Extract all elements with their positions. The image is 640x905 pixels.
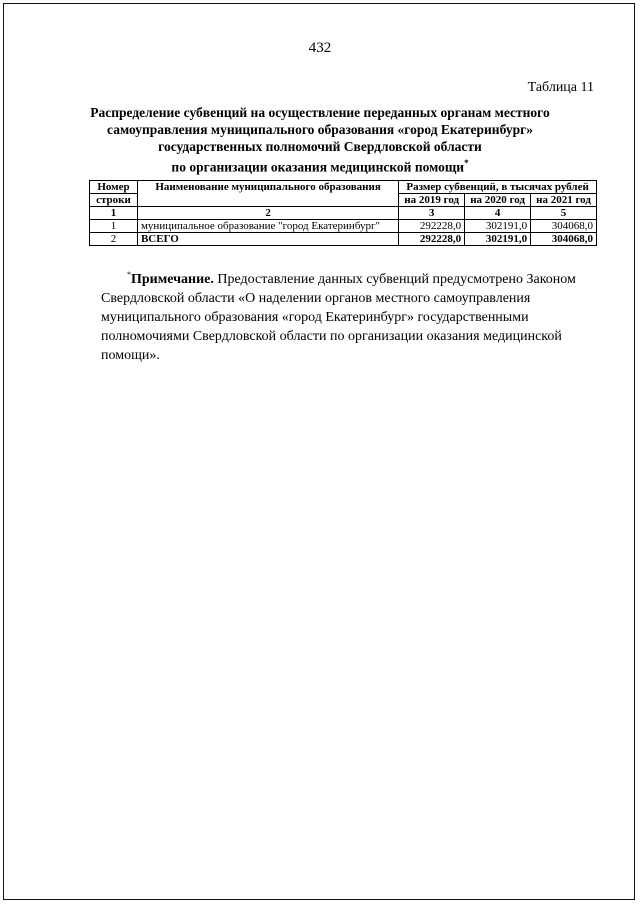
heading-footnote-mark: *	[464, 158, 469, 168]
table-heading	[60, 104, 580, 176]
heading-line-3: государственных полномочий Свердловской области	[158, 139, 482, 154]
heading-line-4	[60, 155, 580, 176]
table-row-total	[90, 233, 597, 246]
footnote-body: Предоставление данных субвенций предусмотрено Законом Свердловской области «О наделении органов местного самоуправления муниципального образования «город Екатеринбург» государственными полномочиями Свердловской области по организации оказания медицинской помощи».	[101, 272, 576, 363]
row-name: ВСЕГО	[137, 233, 398, 246]
table-label: Таблица 11	[527, 80, 594, 95]
index-cell: 3	[399, 207, 465, 220]
row-value-2019: 292228,0	[399, 220, 465, 233]
subvention-table	[89, 180, 597, 246]
index-cell: 5	[531, 207, 597, 220]
row-number: 1	[90, 220, 138, 233]
table-row	[90, 220, 597, 233]
page-number: 432	[308, 40, 332, 56]
header-amount: Размер субвенций, в тысячах рублей	[399, 181, 597, 194]
index-row	[90, 207, 597, 220]
heading-line-1: Распределение субвенций на осуществление переданных органам местного	[90, 105, 550, 120]
row-value-2020: 302191,0	[465, 220, 531, 233]
header-year-2020: на 2020 год	[465, 194, 531, 207]
index-cell: 4	[465, 207, 531, 220]
footnote-mark: *	[127, 270, 131, 279]
row-value-2020: 302191,0	[465, 233, 531, 246]
header-year-2021: на 2021 год	[531, 194, 597, 207]
row-value-2021: 304068,0	[531, 220, 597, 233]
header-year-2019: на 2019 год	[399, 194, 465, 207]
row-number: 2	[90, 233, 138, 246]
header-name: Наименование муниципального образования	[137, 181, 398, 207]
footnote	[101, 265, 601, 365]
row-value-2021: 304068,0	[531, 233, 597, 246]
header-row-number-line1: Номер	[90, 181, 138, 194]
header-row-1	[90, 181, 597, 194]
index-cell: 2	[137, 207, 398, 220]
heading-line-2: самоуправления муниципального образования «город Екатеринбург»	[107, 122, 533, 137]
row-name: муниципальное образование "город Екатеринбург"	[137, 220, 398, 233]
index-cell: 1	[90, 207, 138, 220]
header-row-number-line2: строки	[90, 194, 138, 207]
footnote-text	[101, 265, 601, 365]
heading-line-4-text: по организации оказания медицинской помощи	[171, 159, 465, 175]
footnote-label: Примечание.	[131, 272, 214, 287]
row-value-2019: 292228,0	[399, 233, 465, 246]
